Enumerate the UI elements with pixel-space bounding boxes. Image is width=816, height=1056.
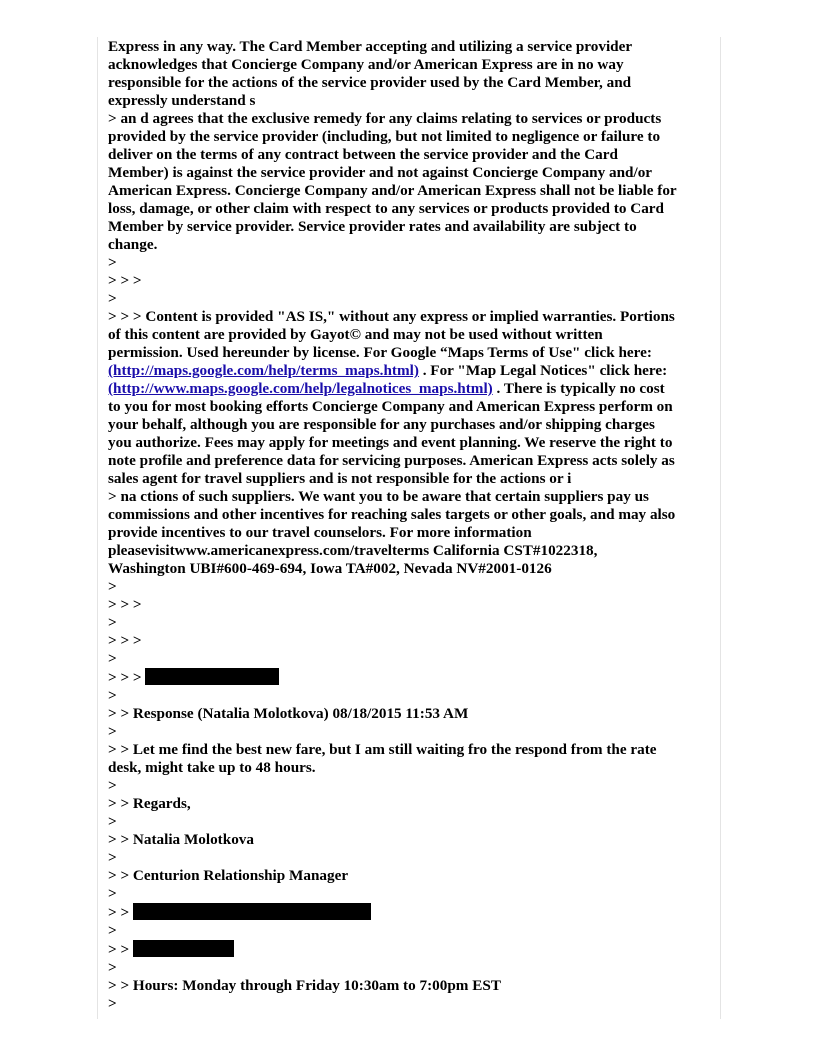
- text-line: > > > Content is provided "AS IS," without any express or implied warranties. Portions: [108, 308, 675, 325]
- text-line: change.: [108, 236, 158, 253]
- text-line: note profile and preference data for servicing purposes. American Express acts solely as: [108, 452, 675, 469]
- redaction-bar: [145, 668, 279, 685]
- redacted-line: [108, 668, 714, 687]
- redacted-line: [108, 903, 714, 922]
- quote-marker: >: [108, 885, 117, 902]
- quote-marker: >: [108, 687, 117, 704]
- text-line: Washington UBI#600-469-694, Iowa TA#002, Nevada NV#2001-0126: [108, 560, 552, 577]
- text-line: commissions and other incentives for reaching sales targets or other goals, and may also: [108, 506, 676, 523]
- redaction-bar: [133, 940, 234, 957]
- text-line: provided by the service provider (including, but not limited to negligence or failure to: [108, 128, 661, 145]
- quote-marker: >: [108, 849, 117, 866]
- text-line: > > Let me find the best new fare, but I am still waiting fro the respond from the rate: [108, 741, 657, 758]
- signature-regards: > > Regards,: [108, 795, 191, 812]
- text-line: Member) is against the service provider and not against Concierge Company and/or: [108, 164, 653, 181]
- text-line: [108, 362, 714, 380]
- text-span: . For "Map Legal Notices" click here:: [422, 362, 668, 379]
- text-line: of this content are provided by Gayot© and may not be used without written: [108, 326, 603, 343]
- signature-name: > > Natalia Molotkova: [108, 831, 254, 848]
- redaction-bar: [133, 903, 371, 920]
- text-line: desk, might take up to 48 hours.: [108, 759, 316, 776]
- quote-marker: > > >: [108, 272, 142, 289]
- text-line: deliver on the terms of any contract between the service provider and the Card: [108, 146, 618, 163]
- signature-hours: > > Hours: Monday through Friday 10:30am to 7:00pm EST: [108, 977, 501, 994]
- text-line: responsible for the actions of the service provider used by the Card Member, and: [108, 74, 632, 91]
- quote-marker: >: [108, 995, 117, 1012]
- text-line: provide incentives to our travel counselors. For more information: [108, 524, 532, 541]
- quote-marker: > >: [108, 941, 130, 958]
- text-line: > an d agrees that the exclusive remedy for any claims relating to services or products: [108, 110, 662, 127]
- quote-marker: >: [108, 959, 117, 976]
- quote-marker: > > >: [108, 669, 142, 686]
- quote-marker: >: [108, 813, 117, 830]
- text-line: sales agent for travel suppliers and is not responsible for the actions or i: [108, 470, 572, 487]
- text-line: > na ctions of such suppliers. We want you to be aware that certain suppliers pay us: [108, 488, 649, 505]
- text-line: you authorize. Fees may apply for meetings and event planning. We reserve the right to: [108, 434, 673, 451]
- quote-marker: >: [108, 777, 117, 794]
- text-line: expressly understand s: [108, 92, 256, 109]
- text-line: [108, 380, 714, 398]
- text-line: loss, damage, or other claim with respect to any services or products provided to Card: [108, 200, 664, 217]
- quote-marker: >: [108, 922, 117, 939]
- redacted-line: [108, 940, 714, 959]
- text-line: to you for most booking efforts Concierge Company and American Express perform on: [108, 398, 673, 415]
- quote-marker: >: [108, 650, 117, 667]
- text-line: Express in any way. The Card Member accepting and utilizing a service provider: [108, 38, 633, 55]
- text-line: your behalf, although you are responsible for any purchases and/or shipping charges: [108, 416, 655, 433]
- quote-marker: >: [108, 290, 117, 307]
- legal-notices-link[interactable]: (http://www.maps.google.com/help/legalnotices_maps.html): [108, 380, 493, 397]
- email-body: [108, 38, 714, 1013]
- text-line: pleasevisitwww.americanexpress.com/travelterms California CST#1022318,: [108, 542, 598, 559]
- quote-marker: > > >: [108, 596, 142, 613]
- maps-terms-link[interactable]: (http://maps.google.com/help/terms_maps.html): [108, 362, 419, 379]
- quote-marker: >: [108, 254, 117, 271]
- response-header: > > Response (Natalia Molotkova) 08/18/2015 11:53 AM: [108, 705, 469, 722]
- text-line: permission. Used hereunder by license. For Google “Maps Terms of Use" click here:: [108, 344, 652, 361]
- quote-marker: > > >: [108, 632, 142, 649]
- quote-marker: > >: [108, 904, 130, 921]
- text-line: American Express. Concierge Company and/or American Express shall not be liable for: [108, 182, 677, 199]
- text-span: . There is typically no cost: [496, 380, 665, 397]
- quote-marker: >: [108, 614, 117, 631]
- text-line: Member by service provider. Service provider rates and availability are subject to: [108, 218, 637, 235]
- text-line: acknowledges that Concierge Company and/or American Express are in no way: [108, 56, 624, 73]
- quote-marker: >: [108, 578, 117, 595]
- signature-title: > > Centurion Relationship Manager: [108, 867, 349, 884]
- quote-marker: >: [108, 723, 117, 740]
